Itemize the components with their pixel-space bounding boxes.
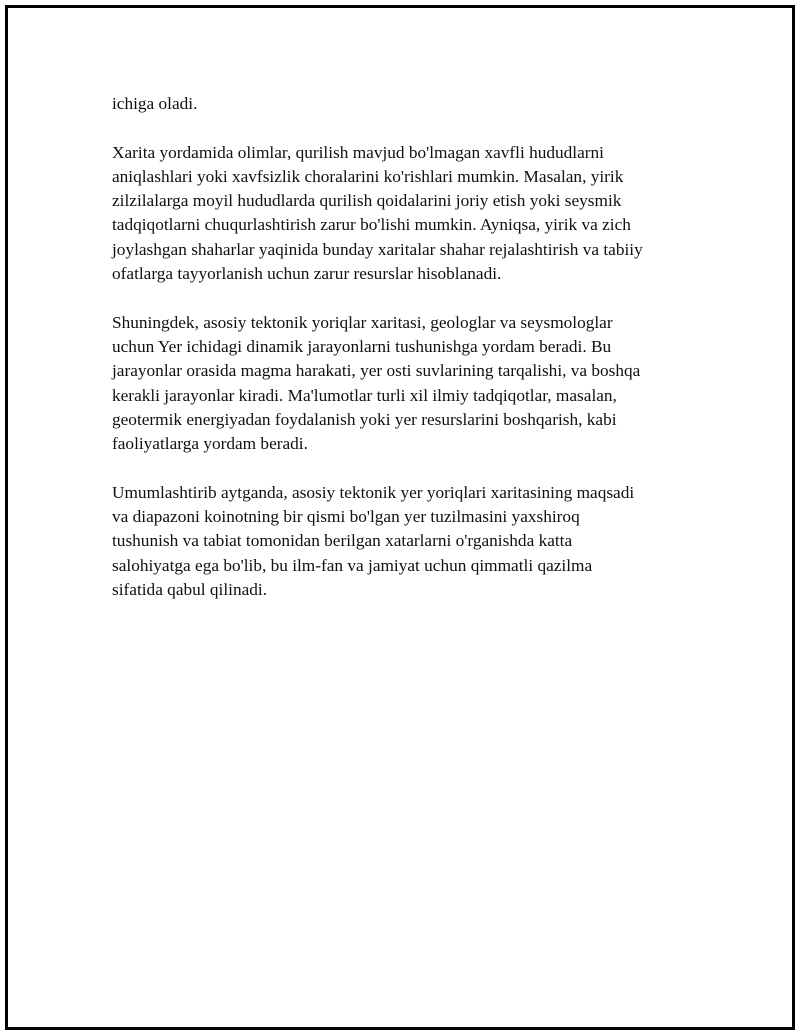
text-line: ofatlarga tayyorlanish uchun zarur resurslar hisoblanadi.	[112, 264, 502, 284]
text-line: uchun Yer ichidagi dinamik jarayonlarni tushunishga yordam beradi. Bu	[112, 336, 612, 356]
paragraph-2	[112, 141, 697, 287]
text-line: Umumlashtirib aytganda, asosiy tektonik yer yoriqlari xaritasining maqsadi	[112, 482, 635, 502]
text-line: faoliyatlarga yordam beradi.	[112, 434, 308, 454]
text-line: sifatida qabul qilinadi.	[112, 579, 268, 599]
text-line: ichiga oladi.	[112, 94, 198, 113]
text-line: tadqiqotlarni chuqurlashtirish zarur bo'lishi mumkin. Ayniqsa, yirik va zich	[112, 215, 631, 235]
paragraph-4	[112, 481, 697, 602]
paragraph-3	[112, 311, 697, 457]
text-line: aniqlashlari yoki xavfsizlik choralarini ko'rishlari mumkin. Masalan, yirik	[112, 166, 624, 186]
text-line: salohiyatga ega bo'lib, bu ilm-fan va jamiyat uchun qimmatli qazilma	[112, 555, 593, 575]
document-body	[112, 92, 697, 627]
paragraph-1	[112, 92, 697, 116]
text-line: kerakli jarayonlar kiradi. Ma'lumotlar turli xil ilmiy tadqiqotlar, masalan,	[112, 385, 617, 405]
text-line: zilzilalarga moyil hududlarda qurilish qoidalarini joriy etish yoki seysmik	[112, 191, 622, 211]
text-line: Xarita yordamida olimlar, qurilish mavjud bo'lmagan xavfli hududlarni	[112, 142, 604, 162]
text-line: va diapazoni koinotning bir qismi bo'lgan yer tuzilmasini yaxshiroq	[112, 507, 580, 527]
text-line: Shuningdek, asosiy tektonik yoriqlar xaritasi, geologlar va seysmologlar	[112, 312, 613, 332]
text-line: geotermik energiyadan foydalanish yoki yer resurslarini boshqarish, kabi	[112, 409, 617, 429]
text-line: jarayonlar orasida magma harakati, yer osti suvlarining tarqalishi, va boshqa	[112, 361, 641, 381]
text-line: joylashgan shaharlar yaqinida bunday xaritalar shahar rejalashtirish va tabiiy	[112, 239, 643, 259]
text-line: tushunish va tabiat tomonidan berilgan xatarlarni o'rganishda katta	[112, 531, 573, 551]
